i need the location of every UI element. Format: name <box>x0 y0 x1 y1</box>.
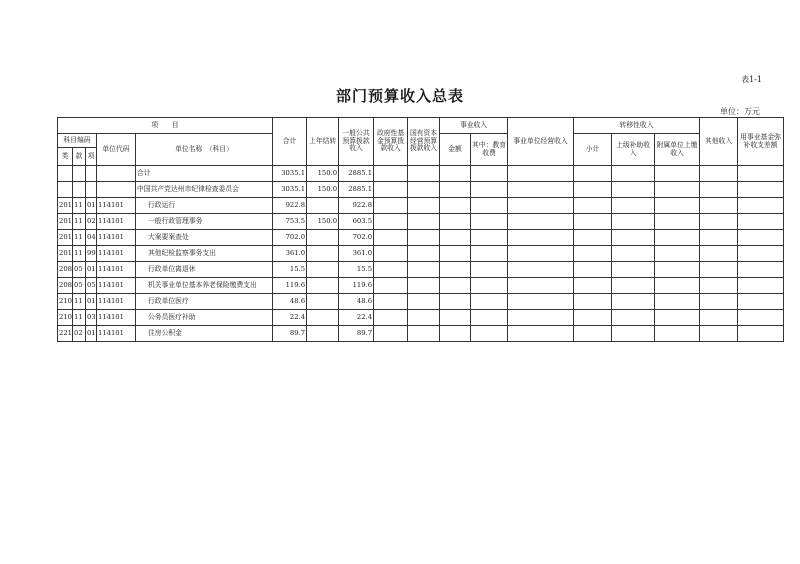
cell-empty <box>471 230 508 246</box>
cell-general-public: 119.6 <box>339 278 374 294</box>
header-total: 合计 <box>273 118 307 166</box>
cell-carryover <box>307 278 339 294</box>
cell-kuan: 11 <box>73 214 86 230</box>
cell-empty <box>655 246 700 262</box>
cell-unit-name: 行政运行 <box>136 198 273 214</box>
cell-carryover: 150.0 <box>307 182 339 198</box>
cell-total: 753.5 <box>273 214 307 230</box>
cell-unit-name: 大案要案查处 <box>136 230 273 246</box>
table-row <box>58 214 784 230</box>
cell-empty <box>408 262 440 278</box>
cell-empty <box>471 262 508 278</box>
cell-empty <box>700 278 738 294</box>
cell-xiang: 05 <box>86 278 97 294</box>
cell-unit-code <box>97 166 136 182</box>
cell-general-public: 48.6 <box>339 294 374 310</box>
table-row <box>58 230 784 246</box>
cell-unit-code: 114101 <box>97 326 136 342</box>
cell-empty <box>612 214 655 230</box>
cell-xiang: 02 <box>86 214 97 230</box>
cell-carryover <box>307 294 339 310</box>
cell-xiang: 01 <box>86 262 97 278</box>
cell-general-public: 2885.1 <box>339 166 374 182</box>
cell-empty <box>440 294 471 310</box>
cell-empty <box>612 310 655 326</box>
cell-xiang <box>86 182 97 198</box>
cell-empty <box>738 294 784 310</box>
cell-general-public: 15.5 <box>339 262 374 278</box>
cell-empty <box>738 310 784 326</box>
cell-empty <box>655 182 700 198</box>
table-row <box>58 182 784 198</box>
cell-lei: 208 <box>58 262 73 278</box>
cell-xiang: 04 <box>86 230 97 246</box>
cell-empty <box>655 278 700 294</box>
page-title: 部门预算收入总表 <box>335 87 464 105</box>
cell-total: 3035.1 <box>273 182 307 198</box>
header-carryover: 上年结转 <box>307 118 339 166</box>
cell-empty <box>440 198 471 214</box>
cell-empty <box>612 182 655 198</box>
cell-empty <box>508 262 574 278</box>
cell-empty <box>374 278 408 294</box>
header-transfer-income: 转移性收入 <box>574 118 700 134</box>
cell-carryover: 150.0 <box>307 166 339 182</box>
table-row <box>58 294 784 310</box>
cell-empty <box>408 230 440 246</box>
cell-empty <box>738 214 784 230</box>
cell-empty <box>700 182 738 198</box>
cell-empty <box>574 262 612 278</box>
cell-lei <box>58 166 73 182</box>
cell-empty <box>655 214 700 230</box>
cell-unit-code: 114101 <box>97 230 136 246</box>
cell-empty <box>738 262 784 278</box>
cell-kuan: 11 <box>73 230 86 246</box>
header-subtotal: 小计 <box>574 134 612 166</box>
cell-total: 3035.1 <box>273 166 307 182</box>
cell-empty <box>440 246 471 262</box>
cell-unit-code: 114101 <box>97 198 136 214</box>
cell-empty <box>612 278 655 294</box>
cell-empty <box>700 214 738 230</box>
cell-empty <box>738 230 784 246</box>
cell-empty <box>374 326 408 342</box>
cell-carryover <box>307 262 339 278</box>
table-body <box>58 166 784 342</box>
cell-empty <box>374 166 408 182</box>
cell-lei <box>58 182 73 198</box>
cell-empty <box>471 310 508 326</box>
cell-lei: 221 <box>58 326 73 342</box>
cell-empty <box>574 294 612 310</box>
table-row <box>58 310 784 326</box>
cell-total: 361.0 <box>273 246 307 262</box>
header-superior-subsidy: 上级补助收入 <box>612 134 655 166</box>
cell-empty <box>700 262 738 278</box>
cell-empty <box>612 326 655 342</box>
cell-unit-name: 合计 <box>136 166 273 182</box>
cell-total: 48.6 <box>273 294 307 310</box>
cell-empty <box>738 246 784 262</box>
cell-empty <box>471 166 508 182</box>
header-kuan: 款 <box>73 148 86 166</box>
cell-empty <box>408 182 440 198</box>
table-row <box>58 166 784 182</box>
cell-empty <box>574 198 612 214</box>
cell-unit-code: 114101 <box>97 310 136 326</box>
cell-total: 922.8 <box>273 198 307 214</box>
cell-empty <box>440 166 471 182</box>
cell-empty <box>700 246 738 262</box>
cell-total: 15.5 <box>273 262 307 278</box>
cell-empty <box>612 166 655 182</box>
cell-kuan: 05 <box>73 278 86 294</box>
cell-kuan: 11 <box>73 294 86 310</box>
table-number: 表1-1 <box>741 75 762 84</box>
cell-kuan: 02 <box>73 326 86 342</box>
cell-empty <box>408 214 440 230</box>
cell-empty <box>612 246 655 262</box>
cell-empty <box>612 294 655 310</box>
cell-kuan: 11 <box>73 246 86 262</box>
cell-empty <box>508 246 574 262</box>
cell-empty <box>700 166 738 182</box>
cell-empty <box>700 230 738 246</box>
cell-empty <box>374 198 408 214</box>
cell-empty <box>574 166 612 182</box>
cell-general-public: 2885.1 <box>339 182 374 198</box>
cell-empty <box>408 166 440 182</box>
header-education-fee: 其中：教育收费 <box>471 134 508 166</box>
cell-empty <box>508 294 574 310</box>
cell-empty <box>440 182 471 198</box>
cell-empty <box>374 294 408 310</box>
unit-label: 单位：万元 <box>720 107 760 116</box>
cell-empty <box>508 198 574 214</box>
cell-empty <box>374 262 408 278</box>
cell-lei: 201 <box>58 246 73 262</box>
cell-empty <box>408 198 440 214</box>
cell-empty <box>508 182 574 198</box>
cell-empty <box>655 294 700 310</box>
cell-empty <box>612 262 655 278</box>
cell-empty <box>655 326 700 342</box>
cell-empty <box>508 230 574 246</box>
table-row <box>58 262 784 278</box>
header-unit-name: 单位名称 （科目） <box>136 134 273 166</box>
cell-unit-name: 行政单位医疗 <box>136 294 273 310</box>
header-project: 项 目 <box>58 118 273 134</box>
cell-empty <box>508 166 574 182</box>
header-xiang: 项 <box>86 148 97 166</box>
cell-empty <box>408 246 440 262</box>
cell-empty <box>408 326 440 342</box>
cell-xiang: 01 <box>86 198 97 214</box>
cell-unit-code <box>97 182 136 198</box>
header-general-public: 一般公共预算拨款收入 <box>339 118 374 166</box>
cell-lei: 210 <box>58 294 73 310</box>
cell-lei: 201 <box>58 214 73 230</box>
cell-empty <box>374 246 408 262</box>
cell-empty <box>508 326 574 342</box>
cell-lei: 201 <box>58 198 73 214</box>
cell-total: 702.0 <box>273 230 307 246</box>
cell-empty <box>612 230 655 246</box>
cell-empty <box>440 326 471 342</box>
header-gov-fund: 政府性基金预算拨款收入 <box>374 118 408 166</box>
cell-empty <box>574 182 612 198</box>
cell-empty <box>408 278 440 294</box>
cell-kuan: 11 <box>73 198 86 214</box>
cell-carryover <box>307 310 339 326</box>
cell-empty <box>738 198 784 214</box>
cell-empty <box>440 230 471 246</box>
cell-empty <box>738 326 784 342</box>
cell-empty <box>374 214 408 230</box>
cell-empty <box>655 198 700 214</box>
cell-empty <box>471 214 508 230</box>
cell-general-public: 702.0 <box>339 230 374 246</box>
header-fund-balance: 用事业基金弥补收支差额 <box>738 118 784 166</box>
cell-xiang: 01 <box>86 326 97 342</box>
header-subject-code: 科目编码 <box>58 134 97 148</box>
cell-empty <box>471 326 508 342</box>
cell-empty <box>508 214 574 230</box>
cell-carryover <box>307 230 339 246</box>
cell-empty <box>440 262 471 278</box>
table-row <box>58 278 784 294</box>
cell-kuan: 11 <box>73 310 86 326</box>
cell-unit-name: 行政单位离退休 <box>136 262 273 278</box>
cell-total: 89.7 <box>273 326 307 342</box>
table-row <box>58 198 784 214</box>
cell-unit-code: 114101 <box>97 294 136 310</box>
cell-empty <box>471 182 508 198</box>
cell-empty <box>574 214 612 230</box>
cell-xiang: 99 <box>86 246 97 262</box>
cell-empty <box>440 214 471 230</box>
header-other-income: 其他收入 <box>700 118 738 166</box>
cell-empty <box>738 182 784 198</box>
cell-empty <box>700 326 738 342</box>
cell-carryover <box>307 198 339 214</box>
cell-unit-name: 其他纪检监察事务支出 <box>136 246 273 262</box>
header-state-capital: 国有资本经营预算拨款收入 <box>408 118 440 166</box>
cell-empty <box>655 310 700 326</box>
cell-unit-name: 公务员医疗补助 <box>136 310 273 326</box>
cell-lei: 208 <box>58 278 73 294</box>
cell-empty <box>471 294 508 310</box>
cell-unit-code: 114101 <box>97 246 136 262</box>
cell-unit-code: 114101 <box>97 278 136 294</box>
cell-empty <box>738 278 784 294</box>
header-lei: 类 <box>58 148 73 166</box>
header-unit-code: 单位代码 <box>97 134 136 166</box>
cell-empty <box>574 230 612 246</box>
cell-general-public: 89.7 <box>339 326 374 342</box>
cell-empty <box>471 246 508 262</box>
header-business-unit-operating: 事业单位经营收入 <box>508 118 574 166</box>
cell-empty <box>508 278 574 294</box>
cell-empty <box>374 230 408 246</box>
cell-total: 22.4 <box>273 310 307 326</box>
cell-general-public: 22.4 <box>339 310 374 326</box>
cell-kuan <box>73 166 86 182</box>
cell-empty <box>408 294 440 310</box>
cell-lei: 210 <box>58 310 73 326</box>
cell-unit-name: 中国共产党达州市纪律检查委员会 <box>136 182 273 198</box>
cell-empty <box>612 198 655 214</box>
cell-total: 119.6 <box>273 278 307 294</box>
cell-empty <box>508 310 574 326</box>
cell-xiang: 03 <box>86 310 97 326</box>
cell-empty <box>700 198 738 214</box>
cell-xiang: 01 <box>86 294 97 310</box>
cell-general-public: 922.8 <box>339 198 374 214</box>
cell-carryover <box>307 326 339 342</box>
cell-empty <box>408 310 440 326</box>
cell-empty <box>700 294 738 310</box>
cell-kuan <box>73 182 86 198</box>
cell-empty <box>574 310 612 326</box>
cell-empty <box>440 310 471 326</box>
cell-general-public: 603.5 <box>339 214 374 230</box>
cell-empty <box>655 230 700 246</box>
cell-carryover <box>307 246 339 262</box>
cell-empty <box>574 246 612 262</box>
cell-unit-code: 114101 <box>97 214 136 230</box>
header-subordinate-payment: 附属单位上缴收入 <box>655 134 700 166</box>
cell-general-public: 361.0 <box>339 246 374 262</box>
cell-empty <box>574 326 612 342</box>
cell-empty <box>374 310 408 326</box>
cell-empty <box>471 198 508 214</box>
cell-kuan: 05 <box>73 262 86 278</box>
header-amount: 金额 <box>440 134 471 166</box>
cell-empty <box>574 278 612 294</box>
cell-lei: 201 <box>58 230 73 246</box>
cell-empty <box>655 262 700 278</box>
table-row <box>58 326 784 342</box>
cell-unit-name: 一般行政管理事务 <box>136 214 273 230</box>
cell-empty <box>700 310 738 326</box>
header-business-income: 事业收入 <box>440 118 508 134</box>
cell-xiang <box>86 166 97 182</box>
cell-empty <box>440 278 471 294</box>
cell-empty <box>471 278 508 294</box>
cell-unit-name: 住房公积金 <box>136 326 273 342</box>
budget-revenue-table <box>57 117 784 342</box>
cell-empty <box>374 182 408 198</box>
cell-unit-name: 机关事业单位基本养老保险缴费支出 <box>136 278 273 294</box>
cell-empty <box>738 166 784 182</box>
cell-empty <box>655 166 700 182</box>
table-row <box>58 246 784 262</box>
cell-carryover: 150.0 <box>307 214 339 230</box>
cell-unit-code: 114101 <box>97 262 136 278</box>
